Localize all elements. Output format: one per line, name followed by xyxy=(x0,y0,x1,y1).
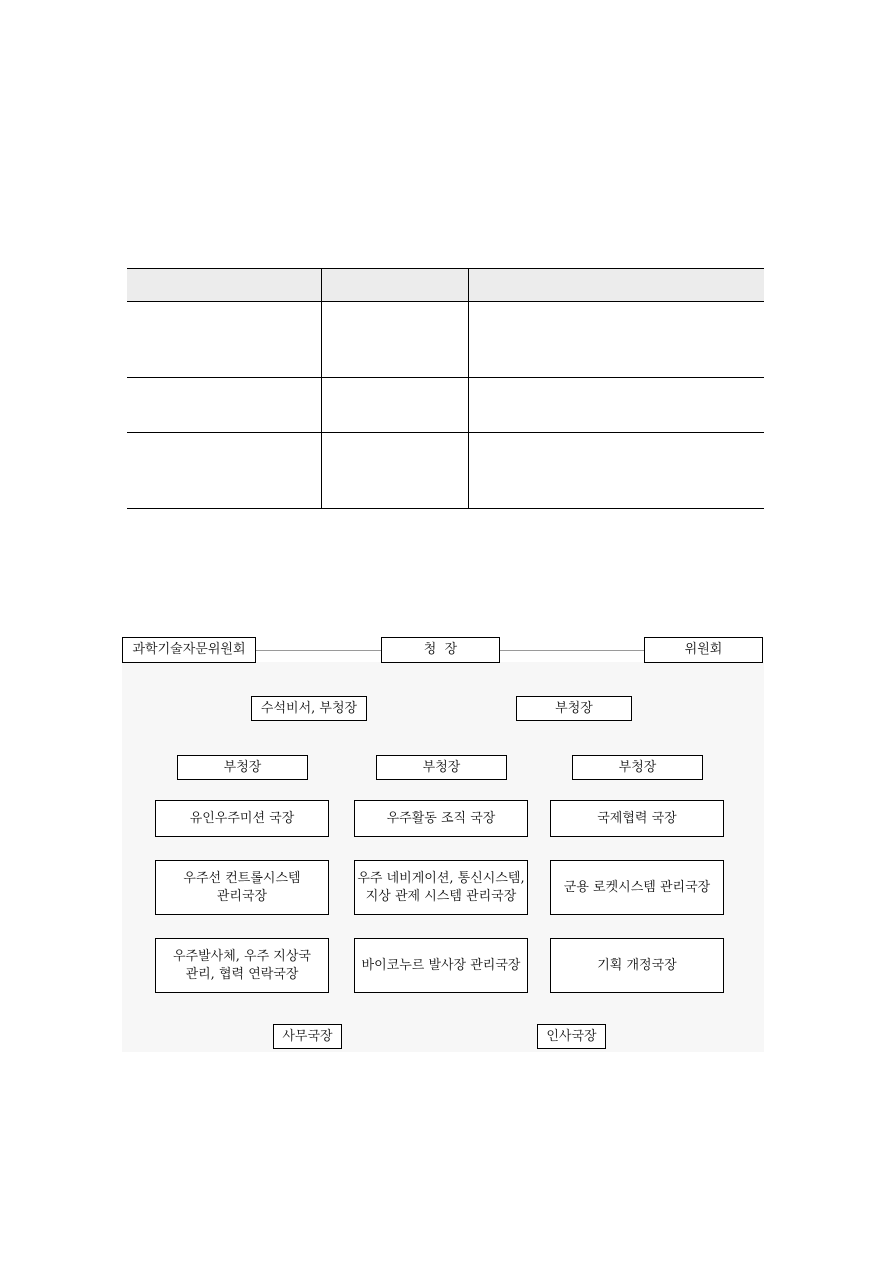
org-box-secretariat: 사무국장 xyxy=(273,1024,342,1049)
org-box-international-cooperation: 국제협력 국장 xyxy=(550,800,724,837)
table-cell xyxy=(127,378,321,433)
table-header-row xyxy=(127,269,764,302)
org-box-personnel: 인사국장 xyxy=(537,1024,606,1049)
connector-line xyxy=(256,650,381,651)
table-cell xyxy=(321,433,468,509)
table-cell xyxy=(468,433,764,509)
org-box-space-activity-organization: 우주활동 조직 국장 xyxy=(354,800,528,837)
org-box-space-navigation: 우주 네비게이션, 통신시스템, 지상 관제 시스템 관리국장 xyxy=(354,860,528,915)
org-box-launch-vehicle: 우주발사체, 우주 지상국 관리, 협력 연락국장 xyxy=(155,938,329,993)
org-box-manned-space-mission: 유인우주미션 국장 xyxy=(155,800,329,837)
table-cell xyxy=(321,302,468,378)
table-cell xyxy=(127,433,321,509)
org-box-planning: 기획 개정국장 xyxy=(550,938,724,993)
org-box-deputy-director: 부청장 xyxy=(516,696,632,721)
table-cell xyxy=(468,378,764,433)
data-table xyxy=(127,268,764,509)
org-box-spacecraft-control: 우주선 컨트롤시스템 관리국장 xyxy=(155,860,329,915)
org-box-baikonur: 바이코누르 발사장 관리국장 xyxy=(354,938,528,993)
table-cell xyxy=(468,302,764,378)
org-box-military-rocket: 군용 로켓시스템 관리국장 xyxy=(550,860,724,915)
table-row xyxy=(127,302,764,378)
org-box-deputy-director: 부청장 xyxy=(572,755,703,780)
org-box-science-advisory-committee: 과학기술자문위원회 xyxy=(122,637,256,663)
table-header-cell xyxy=(127,269,321,302)
table-header-cell xyxy=(321,269,468,302)
table-header-cell xyxy=(468,269,764,302)
org-chart-background xyxy=(122,662,764,1052)
org-box-deputy-director: 부청장 xyxy=(376,755,507,780)
org-box-chief-secretary: 수석비서, 부청장 xyxy=(251,696,367,721)
org-box-director-general: 청 장 xyxy=(381,637,500,663)
org-box-deputy-director: 부청장 xyxy=(177,755,308,780)
table-cell xyxy=(321,378,468,433)
connector-line xyxy=(500,650,644,651)
org-box-committee: 위원회 xyxy=(644,637,763,663)
table-cell xyxy=(127,302,321,378)
table-row xyxy=(127,433,764,509)
table-row xyxy=(127,378,764,433)
